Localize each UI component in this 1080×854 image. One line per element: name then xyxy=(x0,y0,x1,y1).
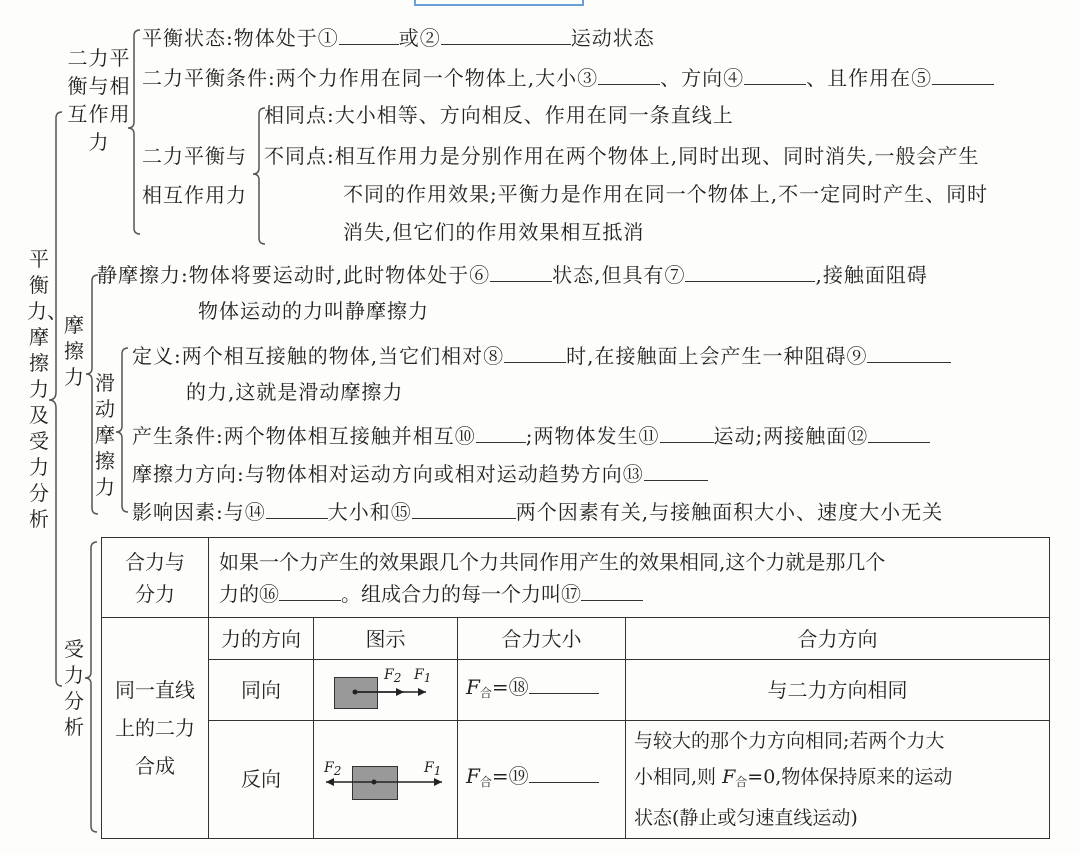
blank-8-num: ⑧ xyxy=(483,344,505,368)
section3-heading: 受力分析 xyxy=(64,637,84,739)
sliding-factor-suffix: 两个因素有关,与接触面积大小、速度大小无关 xyxy=(515,500,944,524)
sliding-def-line xyxy=(132,342,951,368)
blank-8[interactable] xyxy=(504,342,566,363)
blank-17[interactable] xyxy=(581,580,643,601)
opp-dir-eq: = xyxy=(491,764,509,789)
blank-10-num: ⑩ xyxy=(454,424,476,448)
header-resultant-size: 合力大小 xyxy=(458,618,626,660)
balance-state-prefix: 平衡状态:物体处于 xyxy=(142,26,318,50)
static-friction-mid: 状态,但具有 xyxy=(552,263,665,287)
blank-5[interactable] xyxy=(932,64,994,85)
sliding-cond-prefix: 产生条件:两个物体相互接触并相互 xyxy=(132,424,455,448)
blank-19[interactable] xyxy=(529,762,599,783)
same-direction-label: 同向 xyxy=(209,660,314,720)
same-dir-eq: = xyxy=(491,674,509,699)
sliding-def-mid: 时,在接触面上会产生一种阻碍 xyxy=(566,344,847,368)
diff-points-2: 不同的作用效果;平衡力是作用在同一个物体上,不一定同时产生、同时 xyxy=(343,182,989,206)
blank-19-num: ⑲ xyxy=(508,764,529,789)
sliding-cond-mid2: 运动;两接触面 xyxy=(713,424,848,448)
blank-7-num: ⑦ xyxy=(664,263,686,287)
blank-18-num: ⑱ xyxy=(508,674,529,699)
same-points: 相同点:大小相等、方向相反、作用在同一条直线上 xyxy=(264,103,734,127)
blank-5-num: ⑤ xyxy=(911,66,933,90)
opposite-direction-result xyxy=(626,720,1050,838)
balance-condition-line xyxy=(142,64,994,90)
opp-dir-f-sub: 合 xyxy=(479,775,492,790)
blank-6-num: ⑥ xyxy=(469,263,491,287)
balance-state-line xyxy=(142,24,655,50)
resultant-def-2-prefix: 力的 xyxy=(219,581,259,606)
sliding-brace xyxy=(116,348,128,512)
opp-dir-f1-label: F1 xyxy=(424,760,442,779)
blank-1[interactable] xyxy=(339,24,399,45)
blank-11[interactable] xyxy=(660,422,714,443)
resultant-label-cell xyxy=(102,538,209,618)
section2-heading: 摩擦力 xyxy=(64,313,84,389)
resultant-label-1: 合力与 xyxy=(125,549,185,574)
blank-2[interactable] xyxy=(441,24,571,45)
blank-7[interactable] xyxy=(685,261,815,282)
blank-9[interactable] xyxy=(867,342,951,363)
static-friction-prefix: 静摩擦力:物体将要运动时,此时物体处于 xyxy=(97,263,470,287)
blank-15-num: ⑮ xyxy=(390,500,412,524)
balance-state-suffix: 运动状态 xyxy=(570,26,655,50)
force-analysis-table xyxy=(101,537,1050,839)
opp-result-1: 与较大的那个力方向相同;若两个力大 xyxy=(634,729,945,752)
compare-brace xyxy=(253,108,265,244)
blank-13[interactable] xyxy=(644,460,708,481)
blank-1-num: ① xyxy=(317,26,339,50)
opp-result-3: 状态(静止或匀速直线运动) xyxy=(634,806,858,829)
diff-points-3: 消失,但它们的作用效果相互抵消 xyxy=(343,220,645,244)
opposite-direction-diagram xyxy=(314,720,458,838)
blank-14[interactable] xyxy=(266,498,328,519)
opposite-direction-size xyxy=(458,720,626,838)
table-header-row xyxy=(102,618,1050,660)
same-direction-size xyxy=(458,660,626,720)
sliding-dir-prefix: 摩擦力方向:与物体相对运动方向或相对运动趋势方向 xyxy=(132,462,623,486)
same-dir-f2-label: F2 xyxy=(384,666,402,685)
collinear-label-1: 同一直线 xyxy=(115,678,195,703)
sliding-def-line2: 的力,这就是滑动摩擦力 xyxy=(186,380,404,404)
blank-11-num: ⑪ xyxy=(638,424,660,448)
blank-4[interactable] xyxy=(744,64,806,85)
collinear-label-cell xyxy=(102,618,209,839)
blank-10[interactable] xyxy=(476,422,526,443)
header-diagram: 图示 xyxy=(314,618,458,660)
same-direction-result: 与二力方向相同 xyxy=(626,660,1050,720)
header-direction: 力的方向 xyxy=(209,618,314,660)
sliding-heading: 滑动摩擦力 xyxy=(95,371,115,499)
table-row xyxy=(102,538,1050,618)
table-row xyxy=(102,660,1050,720)
sliding-factor-mid: 大小和 xyxy=(327,500,391,524)
blank-2-num: ② xyxy=(419,26,441,50)
blank-18[interactable] xyxy=(529,673,599,694)
blank-17-num: ⑰ xyxy=(561,581,581,606)
main-title: 平衡力、摩擦力及受力分析 xyxy=(27,247,67,531)
compare-label-1: 二力平衡与 xyxy=(142,144,247,168)
same-dir-f-symbol: F xyxy=(466,674,480,699)
blank-16-num: ⑯ xyxy=(259,581,279,606)
blank-6[interactable] xyxy=(490,261,552,282)
opp-dir-f2-label: F2 xyxy=(324,760,342,779)
same-direction-diagram xyxy=(314,660,458,720)
header-resultant-direction: 合力方向 xyxy=(626,618,1050,660)
sliding-cond-mid1: ;两物体发生 xyxy=(525,424,639,448)
blank-14-num: ⑭ xyxy=(244,500,266,524)
resultant-def-2-mid: 。组成合力的每一个力叫 xyxy=(341,581,561,606)
sliding-factor-line xyxy=(132,498,943,524)
resultant-def-2 xyxy=(219,578,1041,610)
same-dir-f-sub: 合 xyxy=(479,685,492,700)
static-friction-line xyxy=(97,261,928,287)
section3-brace xyxy=(85,542,97,832)
table-row xyxy=(102,720,1050,838)
resultant-def-1: 如果一个力产生的效果跟几个力共同作用产生的效果相同,这个力就是那几个 xyxy=(219,549,886,574)
balance-condition-prefix: 二力平衡条件:两个力作用在同一个物体上,大小 xyxy=(142,66,578,90)
diff-points-1: 不同点:相互作用力是分别作用在两个物体上,同时出现、同时消失,一般会产生 xyxy=(264,144,980,168)
sliding-dir-line xyxy=(132,460,708,486)
blank-3[interactable] xyxy=(598,64,660,85)
blank-16[interactable] xyxy=(279,580,341,601)
balance-state-mid: 或 xyxy=(398,26,420,50)
blank-4-num: ④ xyxy=(723,66,745,90)
compare-label-2: 相互作用力 xyxy=(142,183,247,207)
blank-15[interactable] xyxy=(412,498,516,519)
balance-condition-mid2: 、且作用在 xyxy=(806,66,912,90)
balance-condition-mid1: 、方向 xyxy=(660,66,724,90)
resultant-label-2: 分力 xyxy=(135,581,175,606)
resultant-definition-cell xyxy=(209,538,1050,618)
collinear-label-2: 上的二力 xyxy=(115,716,195,741)
same-dir-f1-label: F1 xyxy=(414,666,432,685)
section1-heading: 二力平衡与相互作用力 xyxy=(67,46,131,154)
blank-13-num: ⑬ xyxy=(622,462,644,486)
blank-12[interactable] xyxy=(868,422,930,443)
opp-result-2: 小相同,则 $F_合=0$,物体保持原来的运动 xyxy=(634,765,953,789)
blank-3-num: ③ xyxy=(577,66,599,90)
sliding-factor-prefix: 影响因素:与 xyxy=(132,500,245,524)
static-friction-suffix: ,接触面阻碍 xyxy=(815,263,928,287)
blank-12-num: ⑫ xyxy=(847,424,869,448)
sliding-def-prefix: 定义:两个相互接触的物体,当它们相对 xyxy=(132,344,484,368)
static-friction-line2: 物体运动的力叫静摩擦力 xyxy=(198,299,429,323)
opposite-direction-label: 反向 xyxy=(209,720,314,838)
collinear-label-3: 合成 xyxy=(135,754,175,779)
sliding-cond-line xyxy=(132,422,930,448)
opp-dir-f-symbol: F xyxy=(466,764,480,789)
blank-9-num: ⑨ xyxy=(846,344,868,368)
